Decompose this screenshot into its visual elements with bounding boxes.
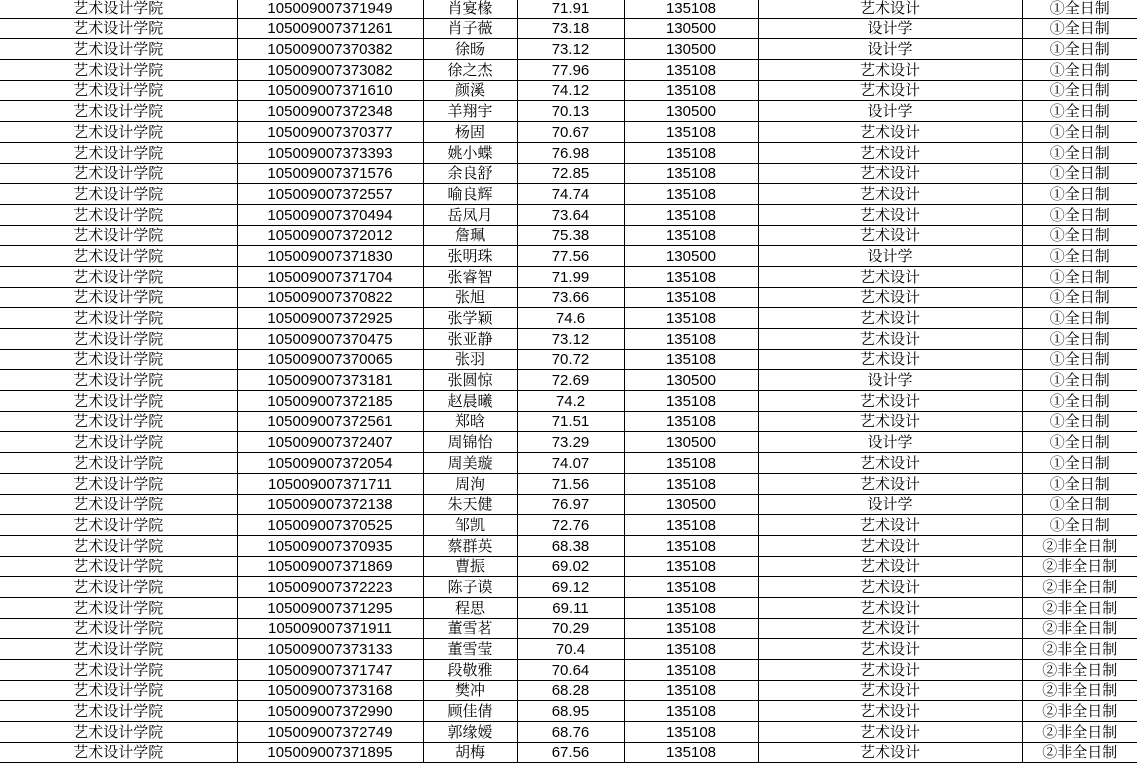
study-mode-cell: ②非全日制 [1022, 680, 1137, 701]
major-cell: 艺术设计 [758, 60, 1022, 81]
score-cell: 69.11 [517, 597, 624, 618]
department-cell: 艺术设计学院 [0, 349, 237, 370]
major-cell: 艺术设计 [758, 0, 1022, 18]
major-cell: 艺术设计 [758, 391, 1022, 412]
major-cell: 艺术设计 [758, 349, 1022, 370]
exam-id-cell: 105009007371911 [237, 618, 423, 639]
name-cell: 段敬雅 [423, 660, 517, 681]
major-code-cell: 130500 [624, 246, 758, 267]
department-cell: 艺术设计学院 [0, 515, 237, 536]
study-mode-cell: ②非全日制 [1022, 577, 1137, 598]
exam-id-cell: 105009007371610 [237, 80, 423, 101]
exam-id-cell: 105009007372561 [237, 411, 423, 432]
study-mode-cell: ①全日制 [1022, 122, 1137, 143]
table-row [0, 494, 1137, 515]
major-code-cell: 130500 [624, 370, 758, 391]
department-cell: 艺术设计学院 [0, 411, 237, 432]
major-cell: 艺术设计 [758, 660, 1022, 681]
study-mode-cell: ②非全日制 [1022, 701, 1137, 722]
score-cell: 71.99 [517, 266, 624, 287]
table-row [0, 370, 1137, 391]
major-cell: 艺术设计 [758, 618, 1022, 639]
name-cell: 喻良辉 [423, 184, 517, 205]
score-cell: 71.91 [517, 0, 624, 18]
major-cell: 艺术设计 [758, 142, 1022, 163]
department-cell: 艺术设计学院 [0, 204, 237, 225]
major-cell: 设计学 [758, 246, 1022, 267]
name-cell: 周锦怡 [423, 432, 517, 453]
score-cell: 70.64 [517, 660, 624, 681]
major-code-cell: 135108 [624, 701, 758, 722]
department-cell: 艺术设计学院 [0, 535, 237, 556]
score-cell: 70.72 [517, 349, 624, 370]
exam-id-cell: 105009007372990 [237, 701, 423, 722]
name-cell: 颜溪 [423, 80, 517, 101]
exam-id-cell: 105009007373393 [237, 142, 423, 163]
study-mode-cell: ①全日制 [1022, 349, 1137, 370]
major-code-cell: 135108 [624, 0, 758, 18]
major-cell: 艺术设计 [758, 473, 1022, 494]
study-mode-cell: ②非全日制 [1022, 535, 1137, 556]
major-code-cell: 130500 [624, 432, 758, 453]
exam-id-cell: 105009007372138 [237, 494, 423, 515]
department-cell: 艺术设计学院 [0, 577, 237, 598]
study-mode-cell: ①全日制 [1022, 163, 1137, 184]
exam-id-cell: 105009007372749 [237, 722, 423, 743]
major-code-cell: 135108 [624, 163, 758, 184]
score-cell: 69.12 [517, 577, 624, 598]
major-cell: 艺术设计 [758, 556, 1022, 577]
name-cell: 张旭 [423, 287, 517, 308]
exam-id-cell: 105009007370822 [237, 287, 423, 308]
study-mode-cell: ①全日制 [1022, 370, 1137, 391]
score-cell: 70.13 [517, 101, 624, 122]
table-row [0, 266, 1137, 287]
study-mode-cell: ①全日制 [1022, 184, 1137, 205]
department-cell: 艺术设计学院 [0, 329, 237, 350]
score-cell: 73.66 [517, 287, 624, 308]
exam-id-cell: 105009007372348 [237, 101, 423, 122]
study-mode-cell: ②非全日制 [1022, 639, 1137, 660]
major-code-cell: 135108 [624, 349, 758, 370]
major-code-cell: 130500 [624, 18, 758, 39]
department-cell: 艺术设计学院 [0, 722, 237, 743]
department-cell: 艺术设计学院 [0, 184, 237, 205]
major-cell: 艺术设计 [758, 722, 1022, 743]
score-cell: 74.12 [517, 80, 624, 101]
major-cell: 设计学 [758, 18, 1022, 39]
study-mode-cell: ①全日制 [1022, 515, 1137, 536]
major-code-cell: 135108 [624, 515, 758, 536]
table-row [0, 142, 1137, 163]
department-cell: 艺术设计学院 [0, 60, 237, 81]
department-cell: 艺术设计学院 [0, 246, 237, 267]
name-cell: 张睿智 [423, 266, 517, 287]
major-code-cell: 135108 [624, 184, 758, 205]
major-cell: 设计学 [758, 370, 1022, 391]
score-cell: 73.12 [517, 39, 624, 60]
score-cell: 74.6 [517, 308, 624, 329]
major-code-cell: 135108 [624, 473, 758, 494]
department-cell: 艺术设计学院 [0, 163, 237, 184]
table-row [0, 0, 1137, 18]
department-cell: 艺术设计学院 [0, 287, 237, 308]
name-cell: 詹珮 [423, 225, 517, 246]
exam-id-cell: 105009007371261 [237, 18, 423, 39]
major-cell: 艺术设计 [758, 411, 1022, 432]
study-mode-cell: ①全日制 [1022, 246, 1137, 267]
major-code-cell: 135108 [624, 329, 758, 350]
name-cell: 张羽 [423, 349, 517, 370]
name-cell: 蔡群英 [423, 535, 517, 556]
major-cell: 艺术设计 [758, 308, 1022, 329]
study-mode-cell: ①全日制 [1022, 39, 1137, 60]
name-cell: 余良舒 [423, 163, 517, 184]
study-mode-cell: ①全日制 [1022, 0, 1137, 18]
major-cell: 艺术设计 [758, 163, 1022, 184]
major-code-cell: 135108 [624, 122, 758, 143]
table-row [0, 349, 1137, 370]
major-code-cell: 135108 [624, 597, 758, 618]
department-cell: 艺术设计学院 [0, 225, 237, 246]
department-cell: 艺术设计学院 [0, 701, 237, 722]
table-row [0, 60, 1137, 81]
score-cell: 71.51 [517, 411, 624, 432]
major-code-cell: 135108 [624, 453, 758, 474]
table-row [0, 473, 1137, 494]
department-cell: 艺术设计学院 [0, 39, 237, 60]
name-cell: 徐旸 [423, 39, 517, 60]
exam-id-cell: 105009007371576 [237, 163, 423, 184]
name-cell: 姚小蝶 [423, 142, 517, 163]
exam-id-cell: 105009007371830 [237, 246, 423, 267]
department-cell: 艺术设计学院 [0, 308, 237, 329]
exam-id-cell: 105009007373181 [237, 370, 423, 391]
name-cell: 羊翔宇 [423, 101, 517, 122]
department-cell: 艺术设计学院 [0, 0, 237, 18]
department-cell: 艺术设计学院 [0, 370, 237, 391]
exam-id-cell: 105009007371704 [237, 266, 423, 287]
major-code-cell: 135108 [624, 411, 758, 432]
study-mode-cell: ①全日制 [1022, 18, 1137, 39]
table-row [0, 225, 1137, 246]
exam-id-cell: 105009007370382 [237, 39, 423, 60]
name-cell: 曹振 [423, 556, 517, 577]
name-cell: 肖子薇 [423, 18, 517, 39]
table-row [0, 515, 1137, 536]
major-code-cell: 135108 [624, 556, 758, 577]
score-cell: 72.85 [517, 163, 624, 184]
study-mode-cell: ①全日制 [1022, 80, 1137, 101]
table-row [0, 329, 1137, 350]
department-cell: 艺术设计学院 [0, 101, 237, 122]
score-cell: 73.64 [517, 204, 624, 225]
exam-id-cell: 105009007372185 [237, 391, 423, 412]
score-cell: 70.29 [517, 618, 624, 639]
major-cell: 艺术设计 [758, 80, 1022, 101]
name-cell: 周洵 [423, 473, 517, 494]
study-mode-cell: ②非全日制 [1022, 722, 1137, 743]
major-code-cell: 135108 [624, 60, 758, 81]
major-code-cell: 135108 [624, 142, 758, 163]
score-cell: 68.76 [517, 722, 624, 743]
exam-id-cell: 105009007370525 [237, 515, 423, 536]
study-mode-cell: ②非全日制 [1022, 618, 1137, 639]
name-cell: 樊冲 [423, 680, 517, 701]
score-cell: 68.95 [517, 701, 624, 722]
major-code-cell: 130500 [624, 39, 758, 60]
study-mode-cell: ①全日制 [1022, 432, 1137, 453]
major-cell: 艺术设计 [758, 680, 1022, 701]
department-cell: 艺术设计学院 [0, 556, 237, 577]
department-cell: 艺术设计学院 [0, 660, 237, 681]
major-code-cell: 135108 [624, 266, 758, 287]
table-row [0, 535, 1137, 556]
score-cell: 76.97 [517, 494, 624, 515]
exam-id-cell: 105009007371747 [237, 660, 423, 681]
exam-id-cell: 105009007373168 [237, 680, 423, 701]
department-cell: 艺术设计学院 [0, 494, 237, 515]
table-row [0, 722, 1137, 743]
study-mode-cell: ①全日制 [1022, 453, 1137, 474]
exam-id-cell: 105009007370475 [237, 329, 423, 350]
major-code-cell: 135108 [624, 287, 758, 308]
name-cell: 胡梅 [423, 742, 517, 763]
table-row [0, 287, 1137, 308]
study-mode-cell: ②非全日制 [1022, 742, 1137, 763]
name-cell: 张圆惊 [423, 370, 517, 391]
table-row [0, 391, 1137, 412]
name-cell: 郑晗 [423, 411, 517, 432]
name-cell: 徐之杰 [423, 60, 517, 81]
major-code-cell: 135108 [624, 742, 758, 763]
department-cell: 艺术设计学院 [0, 122, 237, 143]
name-cell: 张明珠 [423, 246, 517, 267]
major-cell: 艺术设计 [758, 701, 1022, 722]
study-mode-cell: ①全日制 [1022, 60, 1137, 81]
study-mode-cell: ①全日制 [1022, 204, 1137, 225]
score-cell: 73.29 [517, 432, 624, 453]
exam-id-cell: 105009007371895 [237, 742, 423, 763]
major-cell: 艺术设计 [758, 287, 1022, 308]
name-cell: 陈子谟 [423, 577, 517, 598]
score-cell: 76.98 [517, 142, 624, 163]
table-row [0, 39, 1137, 60]
table-row [0, 80, 1137, 101]
major-cell: 设计学 [758, 432, 1022, 453]
exam-id-cell: 105009007373082 [237, 60, 423, 81]
department-cell: 艺术设计学院 [0, 80, 237, 101]
score-cell: 72.69 [517, 370, 624, 391]
table-row [0, 742, 1137, 763]
major-code-cell: 135108 [624, 225, 758, 246]
major-cell: 艺术设计 [758, 122, 1022, 143]
department-cell: 艺术设计学院 [0, 639, 237, 660]
study-mode-cell: ①全日制 [1022, 411, 1137, 432]
exam-id-cell: 105009007371295 [237, 597, 423, 618]
name-cell: 董雪莹 [423, 639, 517, 660]
department-cell: 艺术设计学院 [0, 432, 237, 453]
score-cell: 67.56 [517, 742, 624, 763]
exam-id-cell: 105009007372054 [237, 453, 423, 474]
score-cell: 77.56 [517, 246, 624, 267]
department-cell: 艺术设计学院 [0, 266, 237, 287]
major-cell: 艺术设计 [758, 742, 1022, 763]
exam-id-cell: 105009007371949 [237, 0, 423, 18]
table-row [0, 411, 1137, 432]
table-row [0, 556, 1137, 577]
score-cell: 75.38 [517, 225, 624, 246]
table-row [0, 246, 1137, 267]
major-code-cell: 130500 [624, 494, 758, 515]
table-row [0, 597, 1137, 618]
table-row [0, 660, 1137, 681]
name-cell: 邹凯 [423, 515, 517, 536]
department-cell: 艺术设计学院 [0, 473, 237, 494]
name-cell: 张学颖 [423, 308, 517, 329]
name-cell: 杨固 [423, 122, 517, 143]
study-mode-cell: ①全日制 [1022, 308, 1137, 329]
name-cell: 岳凤月 [423, 204, 517, 225]
exam-id-cell: 105009007372407 [237, 432, 423, 453]
score-cell: 69.02 [517, 556, 624, 577]
score-cell: 74.2 [517, 391, 624, 412]
study-mode-cell: ①全日制 [1022, 225, 1137, 246]
name-cell: 周美璇 [423, 453, 517, 474]
table-row [0, 618, 1137, 639]
score-cell: 71.56 [517, 473, 624, 494]
major-code-cell: 135108 [624, 204, 758, 225]
major-code-cell: 135108 [624, 80, 758, 101]
score-cell: 68.28 [517, 680, 624, 701]
exam-id-cell: 105009007371869 [237, 556, 423, 577]
major-code-cell: 135108 [624, 722, 758, 743]
score-cell: 74.74 [517, 184, 624, 205]
exam-id-cell: 105009007372557 [237, 184, 423, 205]
table-row [0, 308, 1137, 329]
exam-id-cell: 105009007373133 [237, 639, 423, 660]
study-mode-cell: ①全日制 [1022, 287, 1137, 308]
table-row [0, 453, 1137, 474]
major-cell: 艺术设计 [758, 597, 1022, 618]
study-mode-cell: ①全日制 [1022, 494, 1137, 515]
department-cell: 艺术设计学院 [0, 680, 237, 701]
name-cell: 董雪茗 [423, 618, 517, 639]
score-cell: 73.12 [517, 329, 624, 350]
exam-id-cell: 105009007370377 [237, 122, 423, 143]
name-cell: 张亚静 [423, 329, 517, 350]
department-cell: 艺术设计学院 [0, 742, 237, 763]
major-code-cell: 135108 [624, 577, 758, 598]
major-cell: 艺术设计 [758, 204, 1022, 225]
table-row [0, 101, 1137, 122]
exam-id-cell: 105009007372012 [237, 225, 423, 246]
major-code-cell: 135108 [624, 308, 758, 329]
score-cell: 72.76 [517, 515, 624, 536]
major-code-cell: 135108 [624, 618, 758, 639]
score-cell: 77.96 [517, 60, 624, 81]
table-row [0, 163, 1137, 184]
study-mode-cell: ①全日制 [1022, 101, 1137, 122]
major-cell: 艺术设计 [758, 577, 1022, 598]
major-cell: 艺术设计 [758, 639, 1022, 660]
score-cell: 74.07 [517, 453, 624, 474]
table-row [0, 204, 1137, 225]
major-cell: 设计学 [758, 39, 1022, 60]
major-code-cell: 135108 [624, 680, 758, 701]
exam-id-cell: 105009007371711 [237, 473, 423, 494]
score-cell: 73.18 [517, 18, 624, 39]
study-mode-cell: ②非全日制 [1022, 597, 1137, 618]
department-cell: 艺术设计学院 [0, 597, 237, 618]
major-cell: 艺术设计 [758, 266, 1022, 287]
major-cell: 艺术设计 [758, 515, 1022, 536]
name-cell: 赵晨曦 [423, 391, 517, 412]
major-cell: 艺术设计 [758, 225, 1022, 246]
score-cell: 70.67 [517, 122, 624, 143]
major-cell: 艺术设计 [758, 329, 1022, 350]
department-cell: 艺术设计学院 [0, 618, 237, 639]
table-row [0, 680, 1137, 701]
table-row [0, 577, 1137, 598]
table-row [0, 432, 1137, 453]
major-cell: 艺术设计 [758, 453, 1022, 474]
name-cell: 肖宴椽 [423, 0, 517, 18]
study-mode-cell: ②非全日制 [1022, 556, 1137, 577]
major-cell: 艺术设计 [758, 184, 1022, 205]
name-cell: 顾佳倩 [423, 701, 517, 722]
major-cell: 艺术设计 [758, 535, 1022, 556]
study-mode-cell: ①全日制 [1022, 142, 1137, 163]
department-cell: 艺术设计学院 [0, 453, 237, 474]
study-mode-cell: ①全日制 [1022, 329, 1137, 350]
exam-id-cell: 105009007370494 [237, 204, 423, 225]
department-cell: 艺术设计学院 [0, 142, 237, 163]
table-row [0, 184, 1137, 205]
score-cell: 68.38 [517, 535, 624, 556]
study-mode-cell: ①全日制 [1022, 473, 1137, 494]
table-row [0, 701, 1137, 722]
table-row [0, 122, 1137, 143]
study-mode-cell: ①全日制 [1022, 391, 1137, 412]
major-cell: 设计学 [758, 101, 1022, 122]
major-code-cell: 135108 [624, 391, 758, 412]
name-cell: 朱天健 [423, 494, 517, 515]
major-code-cell: 130500 [624, 101, 758, 122]
study-mode-cell: ①全日制 [1022, 266, 1137, 287]
major-code-cell: 135108 [624, 535, 758, 556]
major-code-cell: 135108 [624, 639, 758, 660]
department-cell: 艺术设计学院 [0, 391, 237, 412]
table-row [0, 18, 1137, 39]
department-cell: 艺术设计学院 [0, 18, 237, 39]
exam-id-cell: 105009007370065 [237, 349, 423, 370]
major-cell: 设计学 [758, 494, 1022, 515]
exam-id-cell: 105009007372223 [237, 577, 423, 598]
table-row [0, 639, 1137, 660]
exam-id-cell: 105009007370935 [237, 535, 423, 556]
name-cell: 程思 [423, 597, 517, 618]
study-mode-cell: ②非全日制 [1022, 660, 1137, 681]
exam-id-cell: 105009007372925 [237, 308, 423, 329]
name-cell: 郭缘嫒 [423, 722, 517, 743]
major-code-cell: 135108 [624, 660, 758, 681]
score-cell: 70.4 [517, 639, 624, 660]
